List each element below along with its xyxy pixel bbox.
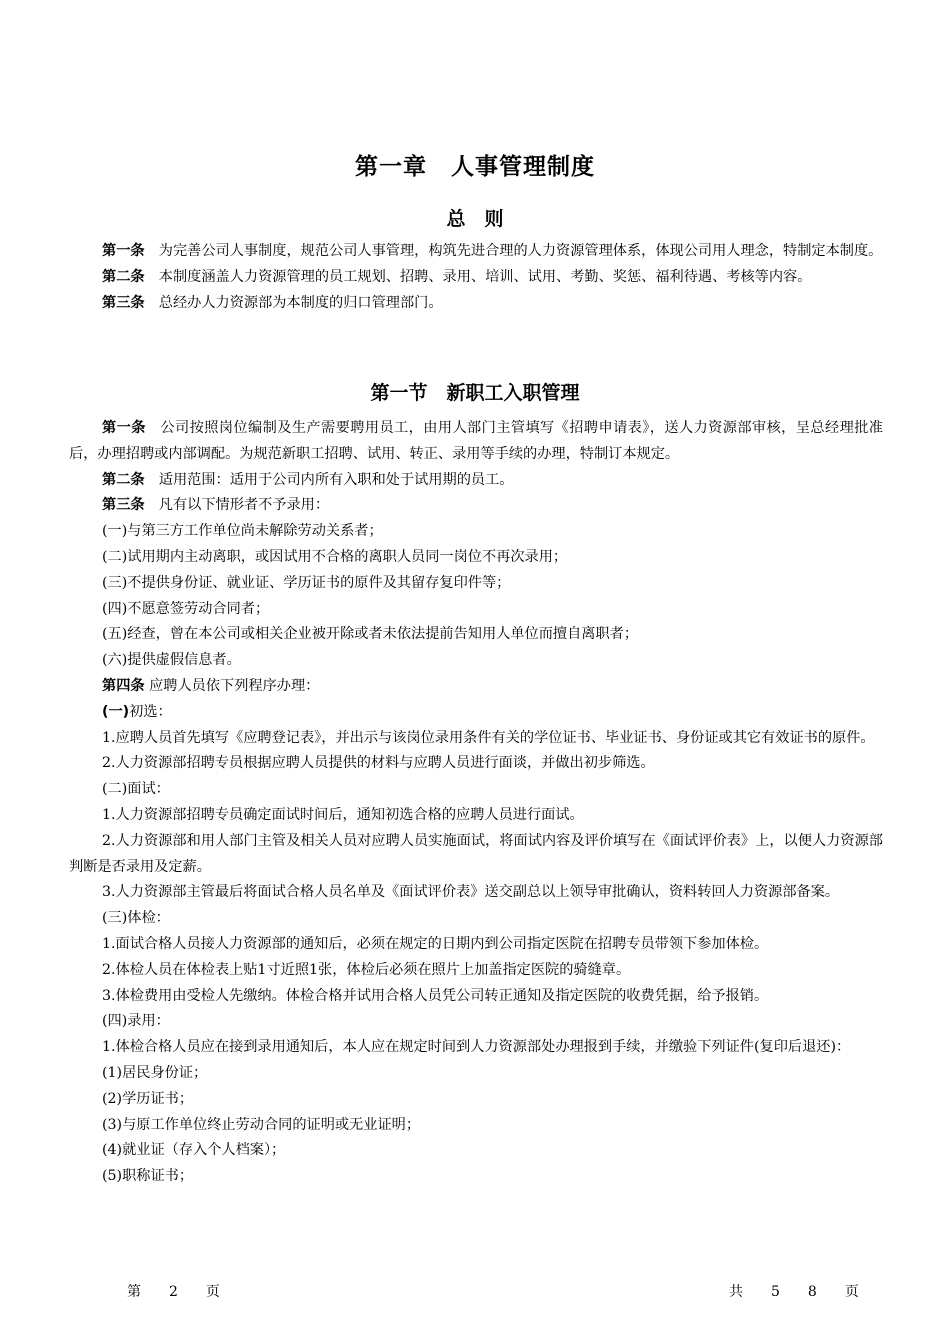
stage-1-heading (69, 700, 883, 726)
stage-3-item-1: 1.面试合格人员接人力资源部的通知后，必须在规定的日期内到公司指定医院在招聘专员带领下参加体检。 (102, 935, 769, 952)
stage-1-item-2: 2.人力资源部招聘专员根据应聘人员提供的材料与应聘人员进行面谈，并做出初步筛选。 (102, 755, 655, 772)
exclusion-item-4: (四)不愿意签劳动合同者； (102, 600, 270, 617)
stage-1-item-1: 1.应聘人员首先填写《应聘登记表》，并出示与该岗位录用条件有关的学位证书、毕业证书、身份证或其它有效证书的原件。 (102, 729, 875, 746)
exclusion-item-6: (六)提供虚假信息者。 (102, 652, 241, 669)
general-article-2 (69, 265, 883, 291)
article-label: 第三条 (102, 497, 145, 514)
footer-total-pages: 共 5 8 页 (729, 1284, 859, 1300)
section-1-body (69, 416, 883, 1190)
general-article-1 (69, 239, 883, 265)
exclusion-item-2: (二)试用期内主动离职，或因试用不合格的离职人员同一岗位不再次录用； (102, 548, 568, 565)
exclusion-item-5: (五)经查，曾在本公司或相关企业被开除或者未依法提前告知用人单位而擅自离职者； (102, 626, 639, 643)
article-text: 适用范围：适用于公司内所有入职和处于试用期的员工。 (158, 471, 514, 488)
article-text: 本制度涵盖人力资源管理的员工规划、招聘、录用、培训、试用、考勤、奖惩、福利待遇、考核等内容。 (158, 268, 812, 285)
stage-3-heading: (三)体检： (102, 910, 170, 927)
footer-page-number: 第 2 页 (127, 1284, 220, 1300)
document-item-5: (5)职称证书； (102, 1168, 194, 1185)
stage-2-item-1: 1.人力资源部招聘专员确定面试时间后，通知初选合格的应聘人员进行面试。 (102, 806, 584, 823)
exclusion-item-3: (三)不提供身份证、就业证、学历证书的原件及其留存复印件等； (102, 574, 511, 591)
stage-number: (一) (102, 703, 130, 720)
stage-4-heading: (四)录用： (102, 1013, 170, 1030)
article-label: 第三条 (102, 294, 145, 311)
general-provisions-body (69, 239, 883, 316)
section1-article-4 (69, 674, 883, 700)
article-text: 总经办人力资源部为本制度的归口管理部门。 (158, 294, 443, 311)
section1-article-3 (69, 493, 883, 519)
stage-3-item-3: 3.体检费用由受检人先缴纳。体检合格并试用合格人员凭公司转正通知及指定医院的收费凭据，给予报销。 (102, 987, 769, 1004)
article-text: 公司按照岗位编制及生产需要聘用员工，由用人部门主管填写《招聘申请表》，送人力资源部审核，呈总经理批准后，办理招聘或内部调配。为规范新职工招聘、试用、转正、录用等手续的办理，特制订本规定。 (69, 420, 883, 462)
stage-label: 初选： (129, 703, 172, 720)
article-text: 为完善公司人事制度，规范公司人事管理，构筑先进合理的人力资源管理体系，体现公司用人理念，特制定本制度。 (158, 243, 883, 259)
article-text: 应聘人员依下列程序办理： (149, 677, 320, 694)
document-item-3: (3)与原工作单位终止劳动合同的证明或无业证明； (102, 1116, 421, 1133)
stage-3-item-2: 2.体检人员在体检表上贴1寸近照1张，体检后必须在照片上加盖指定医院的骑缝章。 (102, 961, 631, 978)
article-label: 第一条 (102, 420, 146, 436)
stage-2-item-2: 2.人力资源部和用人部门主管及相关人员对应聘人员实施面试，将面试内容及评价填写在《面试评价表》上，以便人力资源部判断是否录用及定薪。 (69, 832, 883, 875)
section1-article-2 (69, 468, 883, 494)
article-text: 凡有以下情形者不予录用： (158, 497, 330, 514)
article-label: 第二条 (102, 471, 145, 488)
general-provisions-title: 总 则 (446, 208, 504, 230)
document-item-2: (2)学历证书； (102, 1090, 194, 1107)
article-label: 第二条 (102, 268, 145, 285)
general-article-3 (69, 291, 883, 317)
stage-2-item-3: 3.人力资源部主管最后将面试合格人员名单及《面试评价表》送交副总以上领导审批确认，资料转回人力资源部备案。 (102, 884, 840, 901)
section-1-title: 第一节 新职工入职管理 (370, 382, 580, 404)
document-item-1: (1)居民身份证； (102, 1064, 208, 1081)
stage-2-heading: (二)面试： (102, 781, 170, 798)
chapter-title: 第一章 人事管理制度 (355, 154, 595, 180)
document-item-4: (4)就业证（存入个人档案）； (102, 1142, 286, 1159)
stage-4-intro: 1.体检合格人员应在接到录用通知后，本人应在规定时间到人力资源部处办理报到手续，并缴验下列证件(复印后退还)： (102, 1039, 851, 1056)
article-label: 第四条 (102, 677, 145, 694)
article-label: 第一条 (102, 243, 145, 259)
section1-article-1 (69, 416, 883, 468)
exclusion-item-1: (一)与第三方工作单位尚未解除劳动关系者； (102, 523, 383, 540)
